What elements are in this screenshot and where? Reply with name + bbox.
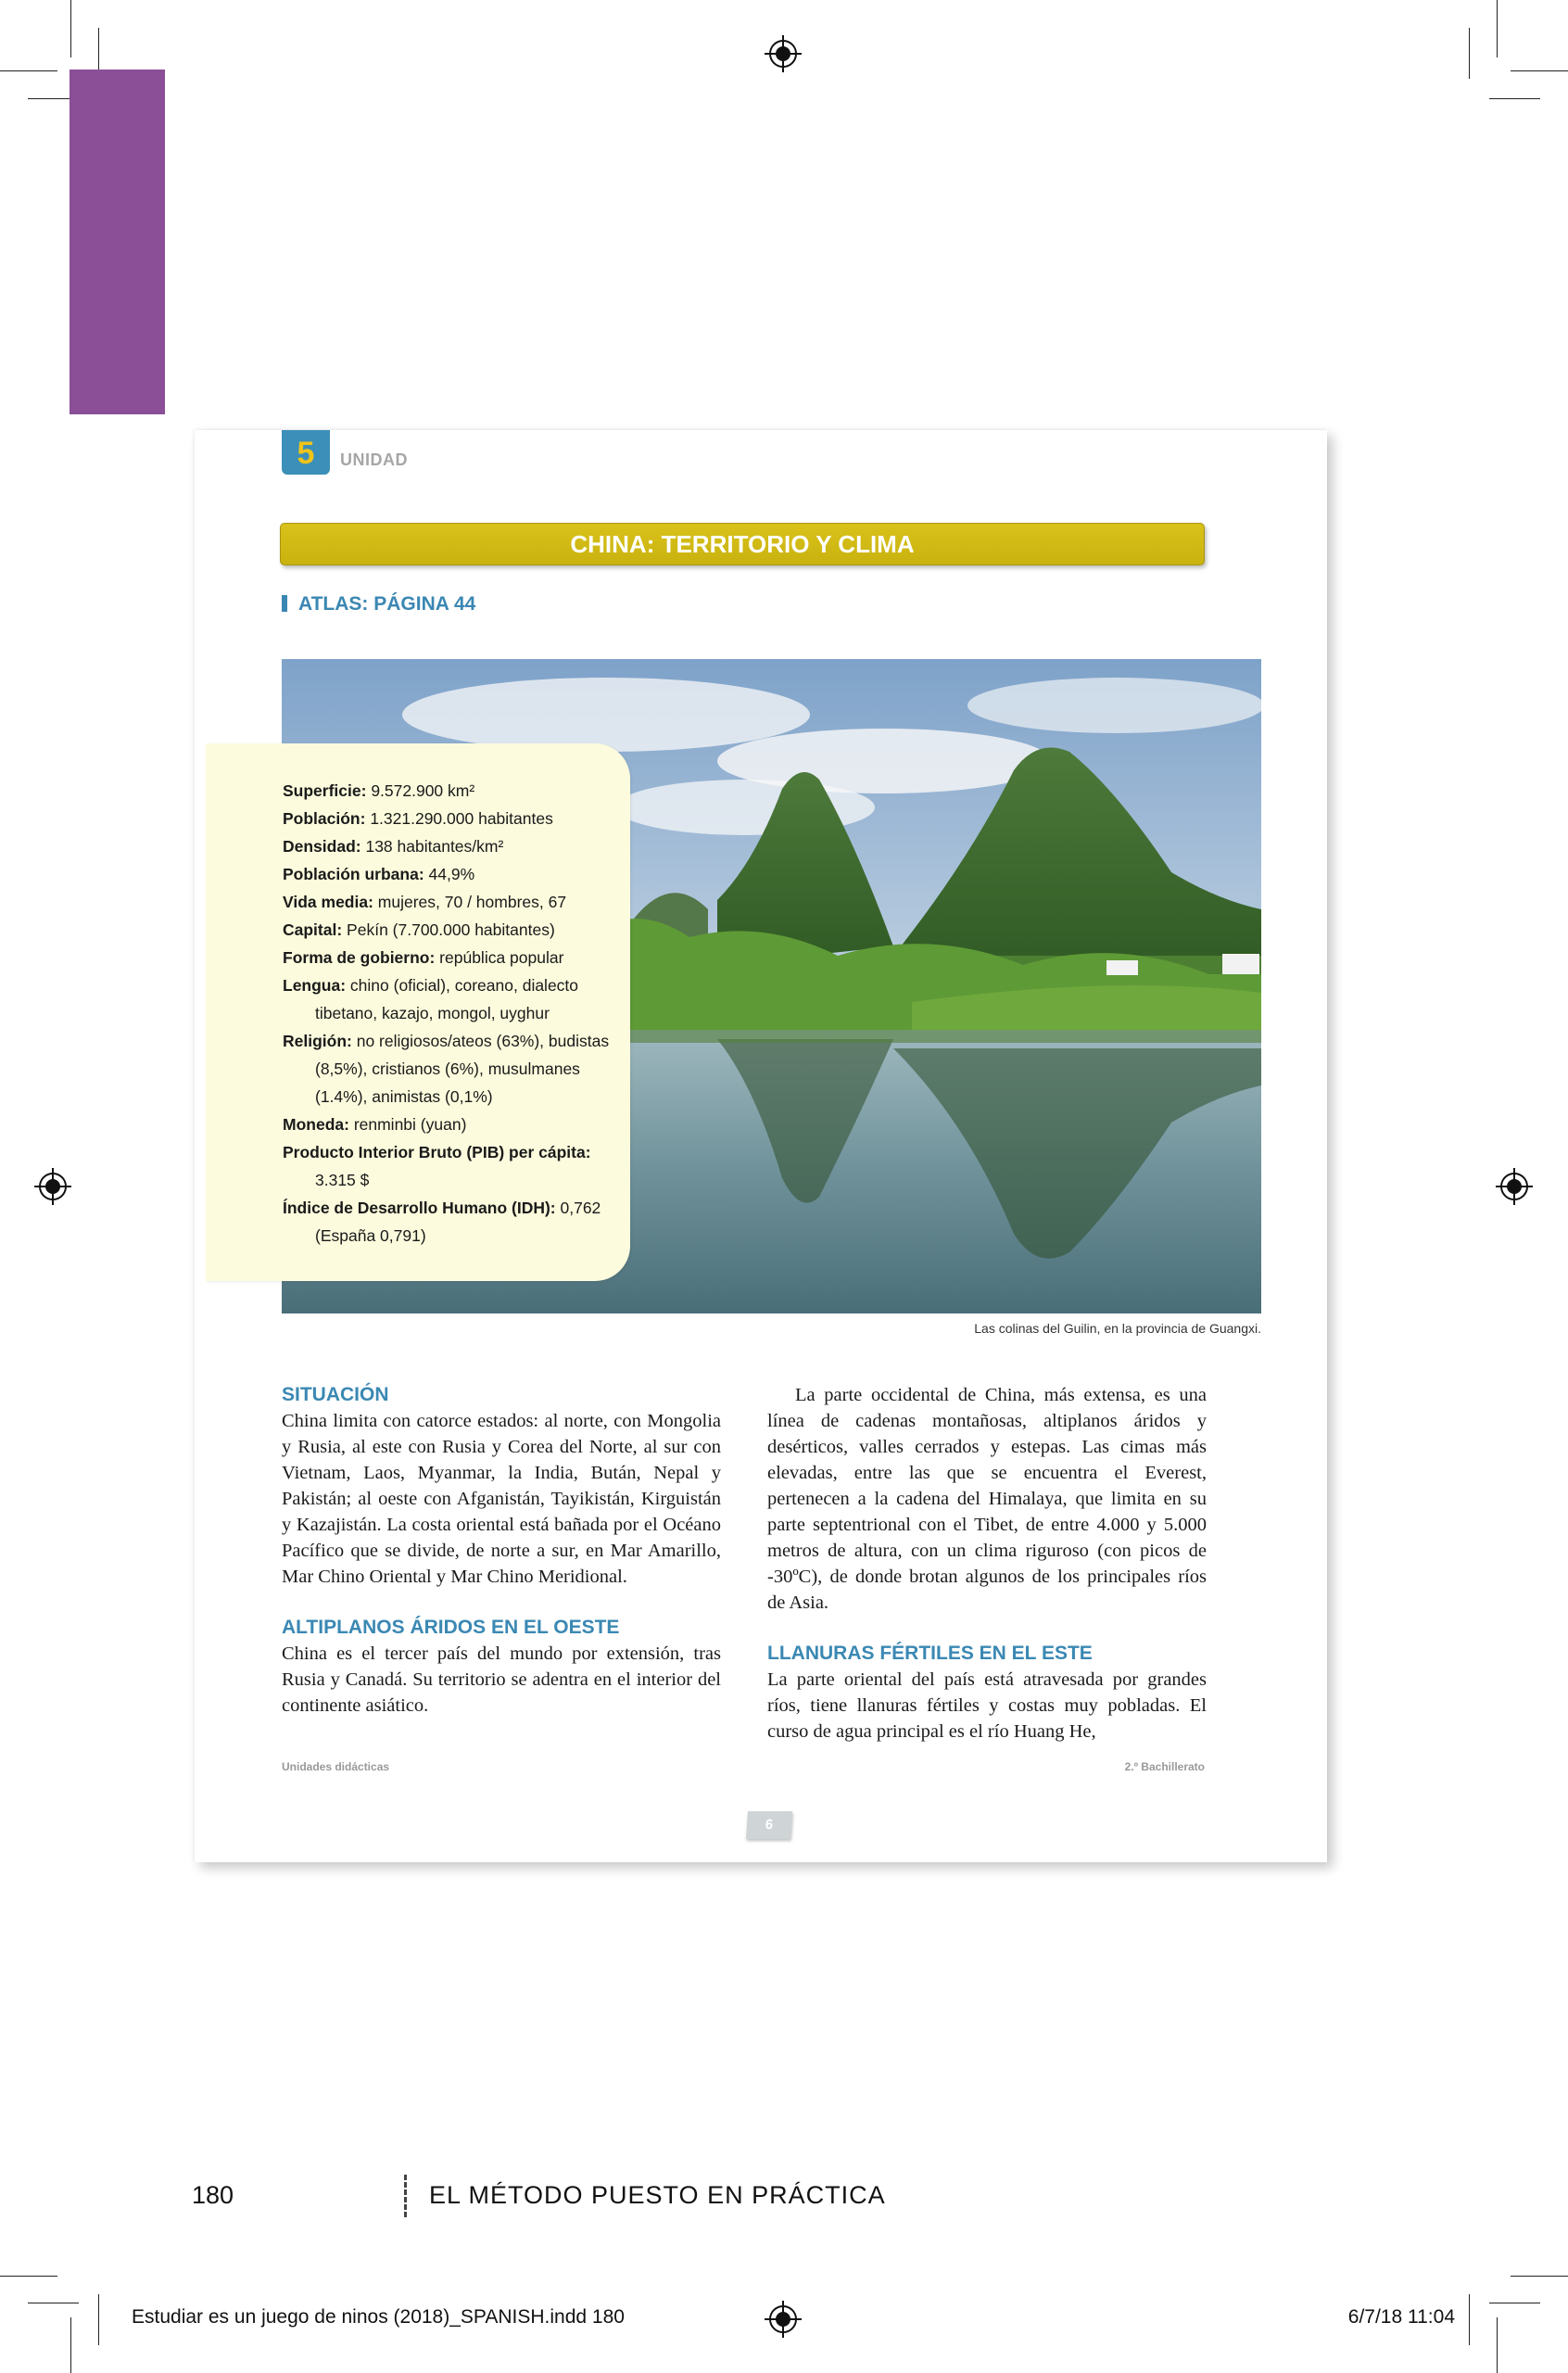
fact-value: 9.572.900 km² [366,781,475,800]
footer-separator [404,2175,410,2217]
book-section-title: EL MÉTODO PUESTO EN PRÁCTICA [429,2181,886,2209]
fact-value: 0,762 (España 0,791) [315,1199,601,1245]
registration-mark-icon [765,35,802,72]
fact-label: Religión: [283,1032,352,1050]
crop-mark [1497,0,1498,57]
occidental-paragraph: La parte occidental de China, más extensa, es una línea de cadenas montañosas, altiplanos áridos y desérticos, valles cerrados y estepas. Las cimas más elevadas, entre las que se encuentra el Everest, pertenecen a la cadena del Himalaya, que limita en su parte septentrional con el Tibet, de entre 4.000 y 5.000 metros de altura, con un clima riguroso (con picos de -30ºC), de donde brotan algunos de los principales ríos de Asia. [767,1385,1207,1613]
fact-value: mujeres, 70 / hombres, 67 [373,893,567,911]
fact-value: renminbi (yuan) [348,1115,467,1134]
fact-label: Población urbana: [283,865,424,883]
fact-item [283,1138,626,1194]
fact-value: Pekín (7.700.000 habitantes) [342,920,555,939]
fact-label: Densidad: [283,837,361,856]
atlas-bullet [282,595,287,612]
fact-value: 1.321.290.000 habitantes [365,809,553,828]
crop-mark [1469,2294,1470,2345]
facts-list [283,777,626,1250]
crop-mark [1511,70,1568,71]
unit-number-badge: 5 [282,430,330,475]
llanuras-paragraph: La parte oriental del país está atravesada por grandes ríos, tiene llanuras fértiles y costas muy pobladas. El curso de agua principal es el río Huang He, [767,1669,1207,1742]
text-column-right [767,1382,1207,1745]
registration-mark-icon [1496,1168,1533,1205]
fact-label: Índice de Desarrollo Humano (IDH): [283,1199,556,1217]
section-heading-altiplanos: ALTIPLANOS ÁRIDOS EN EL OESTE [282,1617,620,1638]
situacion-paragraph: China limita con catorce estados: al norte, con Mongolia y Rusia, al este con Rusia y Corea del Norte, al sur con Vietnam, Laos, Myanmar, la India, Bután, Nepal y Pakistán; al oeste con Afganistán, Tayikistán, Kirguistán y Kazajistán. La costa oriental está bañada por el Océano Pacífico que se divide, de norte a sur, en Mar Amarillo, Mar Chino Oriental y Mar Chino Meridional. [282,1411,721,1587]
fact-item [283,916,626,944]
text-column-left [282,1382,721,1719]
fact-item [283,944,626,971]
fact-value: 3.315 $ [315,1171,370,1189]
fact-item [283,832,626,860]
crop-mark [70,2317,71,2373]
crop-mark [70,0,71,57]
crop-mark [1489,98,1540,99]
page-footer-left: Unidades didácticas [282,1760,390,1773]
fact-value: 44,9% [424,865,475,883]
page-footer-right: 2.º Bachillerato [1124,1760,1205,1773]
fact-item [283,1027,626,1110]
fact-label: Moneda: [283,1115,349,1134]
unit-label: UNIDAD [340,450,408,469]
crop-mark [1497,2317,1498,2373]
fact-value: no religiosos/ateos (63%), budistas (8,5%), cristianos (6%), musulmanes (1.4%), animistas (0,1%) [315,1032,610,1106]
fact-value: 138 habitantes/km² [360,837,504,856]
registration-mark-icon [765,2301,802,2338]
section-heading-situacion: SITUACIÓN [282,1384,389,1405]
fact-label: Vida media: [283,893,373,911]
fact-label: Lengua: [283,976,347,995]
page-title: CHINA: TERRITORIO Y CLIMA [280,523,1205,565]
crop-mark [0,2276,57,2277]
crop-mark [1511,2276,1568,2277]
fact-item [283,888,626,916]
fact-item [283,1194,626,1250]
altiplanos-paragraph: China es el tercer país del mundo por extensión, tras Rusia y Canadá. Su territorio se adentra en el interior del continente asiático. [282,1643,721,1716]
crop-mark [1469,28,1470,79]
atlas-reference [282,593,475,615]
atlas-reference-text: ATLAS: PÁGINA 44 [298,593,476,615]
fact-item [283,860,626,888]
print-slug-date: 6/7/18 11:04 [1347,2306,1455,2328]
crop-mark [0,70,57,71]
fact-value: chino (oficial), coreano, dialecto tibetano, kazajo, mongol, uyghur [315,976,579,1022]
fact-label: Superficie: [283,781,367,800]
fact-label: Población: [283,809,366,828]
fact-item [283,805,626,832]
fact-label: Capital: [283,920,343,939]
crop-mark [98,2294,99,2345]
fact-label: Forma de gobierno: [283,948,436,967]
book-page-number: 180 [192,2181,234,2209]
photo-caption: Las colinas del Guilin, en la provincia de Guangxi. [974,1321,1261,1336]
fact-item [283,971,626,1027]
country-facts-box [206,743,630,1281]
print-slug-filename: Estudiar es un juego de ninos (2018)_SPANISH.indd 180 [132,2306,625,2328]
fact-item [283,777,626,805]
section-heading-llanuras: LLANURAS FÉRTILES EN EL ESTE [767,1643,1093,1664]
fact-label: Producto Interior Bruto (PIB) per cápita: [283,1143,591,1161]
registration-mark-icon [34,1168,71,1205]
inner-page-number: 6 [746,1811,792,1839]
fact-item [283,1110,626,1138]
chapter-tab [70,70,165,414]
fact-value: república popular [435,948,564,967]
